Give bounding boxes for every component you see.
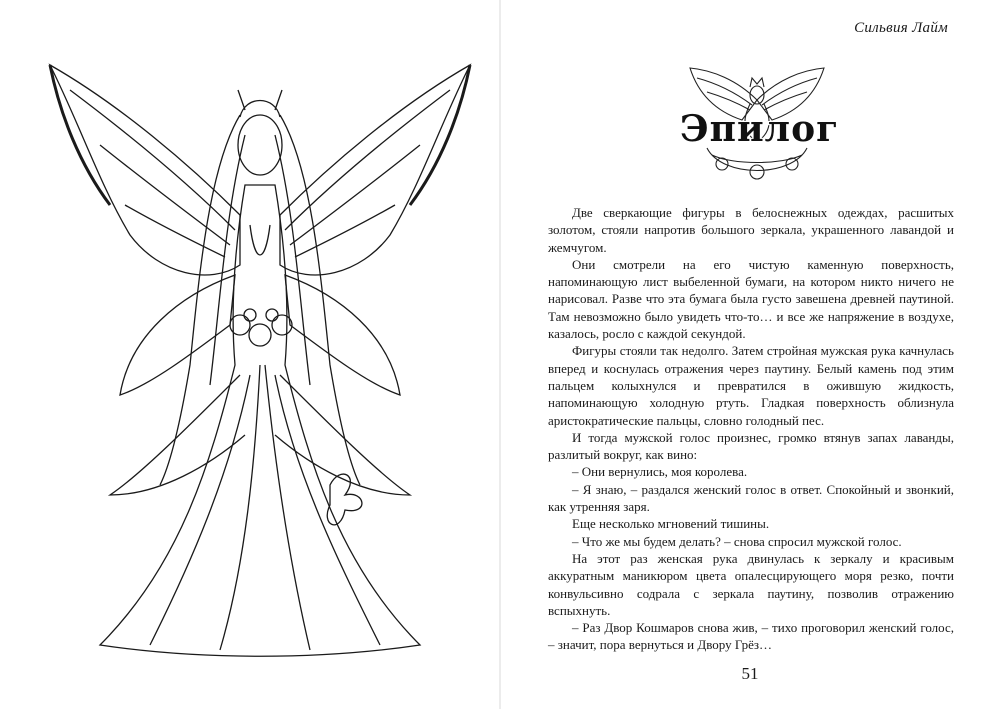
paragraph: – Раз Двор Кошмаров снова жив, – тихо проговорил женский голос, – значит, пора вернуться и Двору Грёз… xyxy=(548,620,954,653)
gown xyxy=(100,185,420,656)
paragraph: Еще несколько мгновений тишины. xyxy=(572,516,770,532)
paragraph: И тогда мужской голос произнес, громко втянув запах лаванды, разлитый вокруг, как вино: xyxy=(548,429,954,463)
paragraph: Они смотрели на его чистую каменную поверхность, напоминающую лист выбеленной бумаги, на котором никто ничего не нарисовал. Разве что эта бумага была густо завешена древней паутиной. Там невозможно было увидеть что-то… и все же напряжение в воздухе, казалось, росло с каждой секундой. xyxy=(548,256,954,342)
chapter-body xyxy=(548,204,954,654)
paragraph: – Они вернулись, моя королева. xyxy=(572,464,748,480)
paragraph: Две сверкающие фигуры в белоснежных одеждах, расшитых золотом, стояли напротив большого зеркала, украшенного лавандой и жемчугом. xyxy=(548,205,954,255)
chapter-title: Эпилог xyxy=(680,108,840,150)
running-head-author: Сильвия Лайм xyxy=(854,20,948,36)
paragraph: Фигуры стояли так недолго. Затем стройная мужская рука качнулась вперед и коснулась отражения через паутину. Белый камень под этим пальцем колыхнулся и превратился в ожившую жидкость, напоминающую холодную ртуть. Гладкая поверхность облизнула аристократические пальцы, словно голодный пес. xyxy=(548,343,954,428)
paragraph: – Я знаю, – раздался женский голос в ответ. Спокойный и звонкий, как утренняя заря. xyxy=(548,481,954,515)
paragraph: На этот раз женская рука двинулась к зеркалу и красивым аккуратным маникюром цвета опалесцирующего моря резко, почти конвульсивно содрала с зеркала паутину, позволив отражению вспыхнуть. xyxy=(548,550,954,618)
paragraph: – Что же мы будем делать? – снова спросил мужской голос. xyxy=(572,533,902,549)
right-lower-wing xyxy=(285,275,400,395)
fairy-queen-illustration xyxy=(40,45,480,685)
right-page xyxy=(500,0,1000,709)
page-number: 51 xyxy=(741,664,759,683)
left-lower-wing xyxy=(120,275,235,395)
